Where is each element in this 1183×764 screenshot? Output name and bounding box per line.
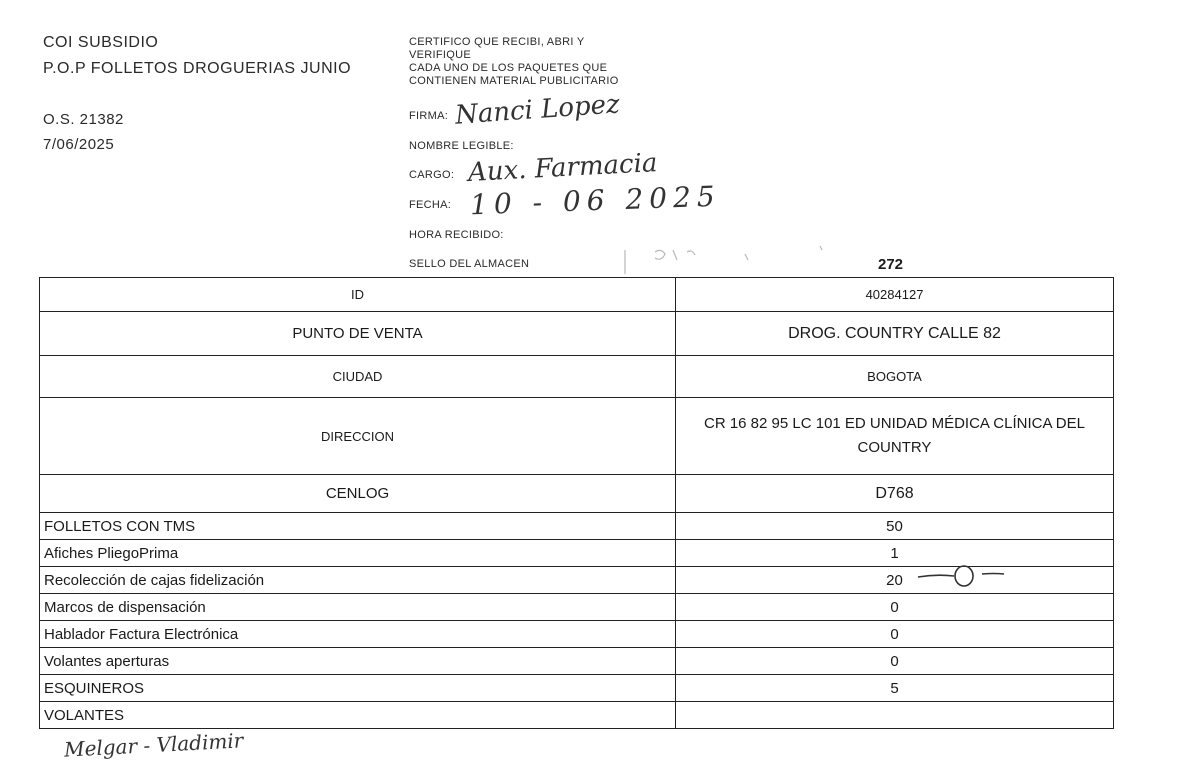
item-label: Afiches PliegoPrima: [40, 540, 676, 567]
cert-line: VERIFIQUE: [409, 49, 471, 61]
row-label: CENLOG: [40, 475, 676, 513]
row-label: DIRECCION: [40, 398, 676, 475]
hora-label: HORA RECIBIDO:: [409, 229, 504, 241]
footer-signature: Melgar - Vladimir: [63, 728, 244, 762]
table-row: [40, 475, 1114, 513]
fecha-handwritten: 10 - 06 2025: [469, 179, 722, 222]
fecha-label: FECHA:: [409, 199, 452, 211]
row-value: D768: [676, 475, 1114, 513]
handwritten-circle-mark: [912, 563, 1012, 589]
row-label: ID: [40, 278, 676, 312]
item-quantity: 0: [676, 594, 1114, 621]
item-label: Hablador Factura Electrónica: [40, 621, 676, 648]
certification-text: [409, 36, 619, 88]
nombre-label: NOMBRE LEGIBLE:: [409, 140, 514, 152]
cert-line: CERTIFICO QUE RECIBI, ABRI Y: [409, 36, 585, 48]
sello-number: 272: [878, 256, 904, 273]
table-row: [40, 621, 1114, 648]
table-row: [40, 356, 1114, 398]
document-date: 7/06/2025: [43, 136, 115, 153]
table-row: [40, 702, 1114, 729]
row-value: BOGOTA: [676, 356, 1114, 398]
delivery-table: [39, 277, 1114, 729]
sello-label: SELLO DEL ALMACEN: [409, 258, 530, 270]
item-label: Marcos de dispensación: [40, 594, 676, 621]
row-value: CR 16 82 95 LC 101 ED UNIDAD MÉDICA CLÍNICA DEL COUNTRY: [676, 398, 1114, 475]
row-value: 40284127: [676, 278, 1114, 312]
stamp-marks: [615, 238, 835, 278]
item-label: ESQUINEROS: [40, 675, 676, 702]
firma-signature: Nanci Lopez: [454, 89, 621, 131]
table-row: [40, 675, 1114, 702]
cert-line: CADA UNO DE LOS PAQUETES QUE: [409, 62, 608, 74]
table-row: [40, 648, 1114, 675]
item-quantity: 20: [676, 567, 1114, 594]
item-quantity: 5: [676, 675, 1114, 702]
cert-line: CONTIENEN MATERIAL PUBLICITARIO: [409, 75, 619, 87]
header-line-2: P.O.P FOLLETOS DROGUERIAS JUNIO: [43, 60, 352, 77]
item-label: Recolección de cajas fidelización: [40, 567, 676, 594]
item-quantity: 0: [676, 648, 1114, 675]
header-line-1: COI SUBSIDIO: [43, 34, 159, 51]
item-label: FOLLETOS CON TMS: [40, 513, 676, 540]
table-row: [40, 513, 1114, 540]
cargo-label: CARGO:: [409, 169, 455, 181]
item-quantity: 50: [676, 513, 1114, 540]
item-label: Volantes aperturas: [40, 648, 676, 675]
item-quantity: [676, 702, 1114, 729]
table-row: [40, 398, 1114, 475]
service-order: O.S. 21382: [43, 111, 124, 128]
table-row: [40, 594, 1114, 621]
cargo-handwritten: Aux. Farmacia: [467, 148, 659, 188]
item-label: VOLANTES: [40, 702, 676, 729]
item-quantity: 1: [676, 540, 1114, 567]
row-label: CIUDAD: [40, 356, 676, 398]
firma-label: FIRMA:: [409, 110, 449, 122]
row-value: DROG. COUNTRY CALLE 82: [676, 312, 1114, 356]
table-row: [40, 278, 1114, 312]
item-quantity: 0: [676, 621, 1114, 648]
row-label: PUNTO DE VENTA: [40, 312, 676, 356]
table-row: [40, 312, 1114, 356]
